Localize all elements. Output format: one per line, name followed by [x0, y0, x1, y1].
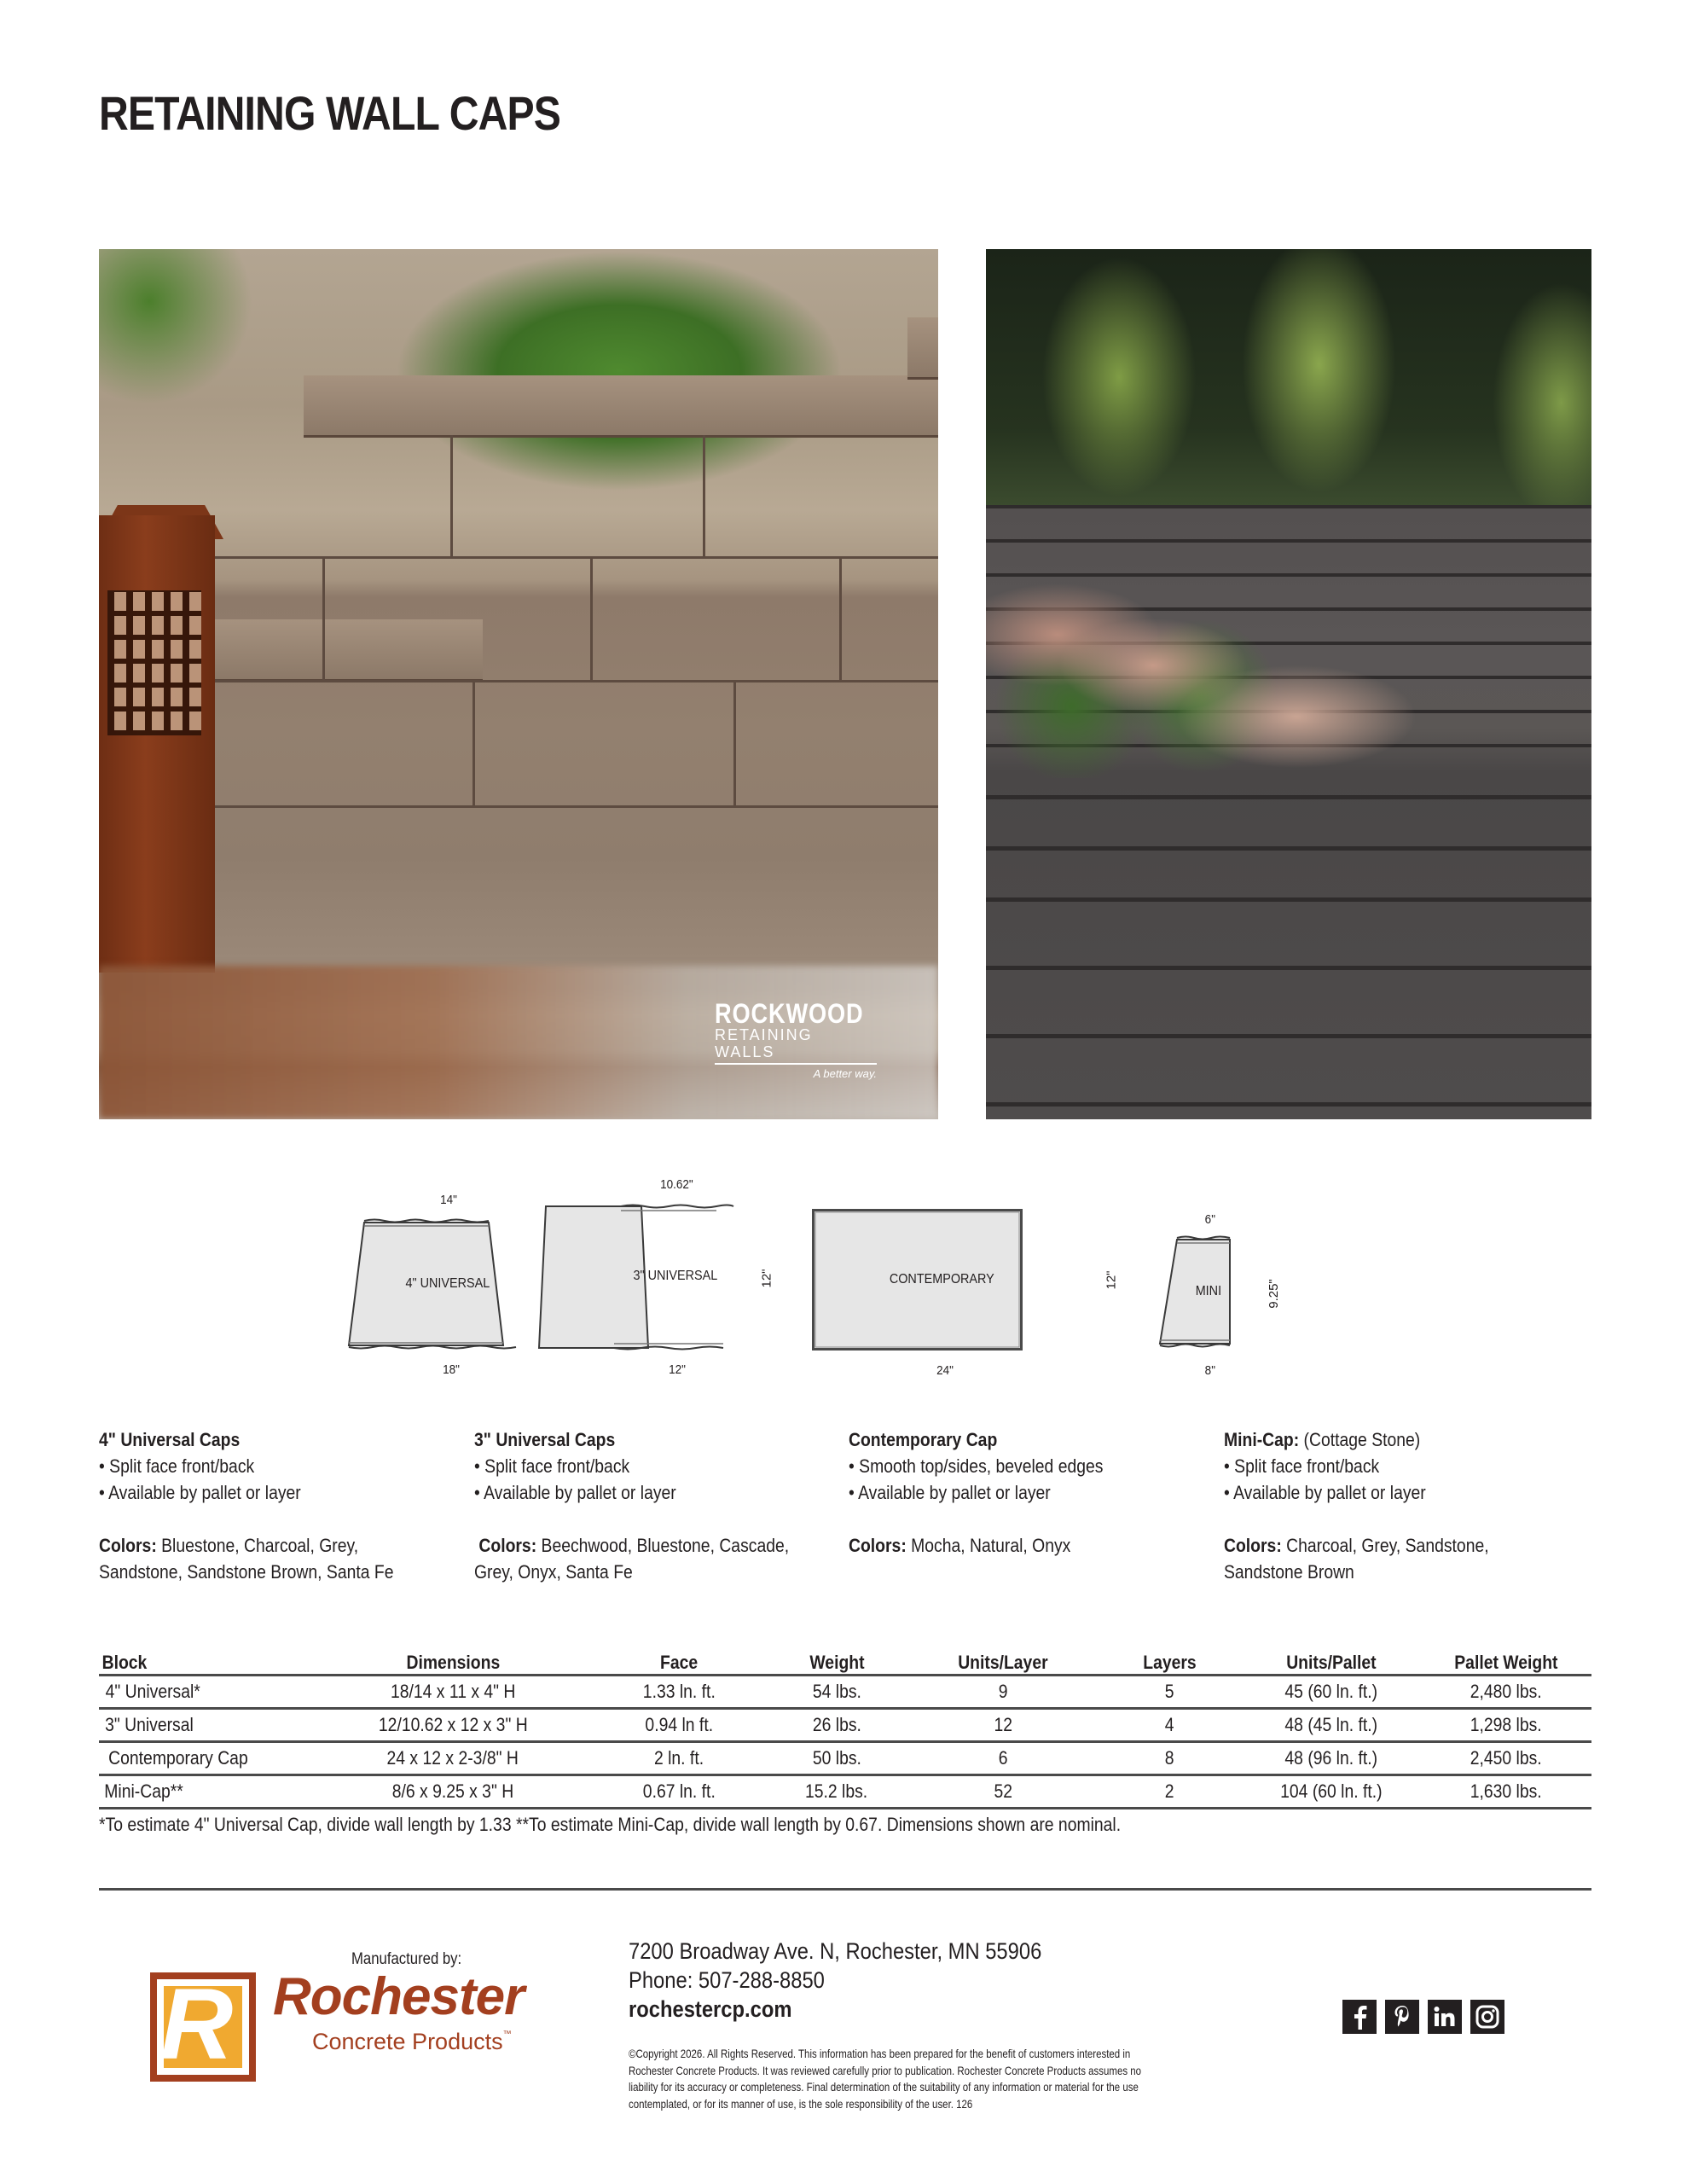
table-row	[99, 1676, 1591, 1709]
cell-units-pallet: 104 (60 ln. ft.)	[1242, 1775, 1421, 1809]
cell-block: 3" Universal	[99, 1709, 312, 1742]
cell-pallet-weight: 1,630 lbs.	[1421, 1775, 1591, 1809]
wall-course-line	[986, 795, 1591, 799]
dim-mini-bottom: 8"	[1204, 1363, 1215, 1378]
col-header-units-layer: Units/Layer	[909, 1641, 1097, 1676]
wall-cap-lower	[201, 619, 483, 682]
product-3in-universal	[474, 1426, 832, 1585]
colors-list-cont: Sandstone Brown	[1224, 1561, 1354, 1583]
manufactured-by-label: Manufactured by:	[351, 1950, 462, 1968]
rochester-concrete-logo	[150, 1969, 568, 2085]
table-row	[99, 1775, 1591, 1809]
colors-label: Colors:	[1224, 1535, 1282, 1556]
rockwood-logo	[715, 1000, 877, 1080]
colors-label: Colors:	[99, 1535, 157, 1556]
copyright-line: ©Copyright 2026. All Rights Reserved. This information has been prepared for the benefit of customers interested in	[629, 2047, 1131, 2060]
cell-layers: 4	[1097, 1709, 1242, 1742]
col-header-pallet-weight: Pallet Weight	[1421, 1641, 1591, 1676]
wall-joint	[590, 558, 593, 680]
cell-pallet-weight: 2,480 lbs.	[1421, 1676, 1591, 1709]
pinterest-icon[interactable]	[1385, 2000, 1419, 2034]
table-header-row	[99, 1641, 1591, 1676]
colors-label: Colors:	[849, 1535, 907, 1556]
copyright-line: Rochester Concrete Products. It was reviewed carefully prior to publication. Rochester Concrete Products assumes no	[629, 2063, 1142, 2077]
colors-list-cont: Sandstone, Sandstone Brown, Santa Fe	[99, 1561, 394, 1583]
col-header-layers: Layers	[1097, 1641, 1242, 1676]
cell-units-pallet: 48 (45 ln. ft.)	[1242, 1709, 1421, 1742]
colors-list: Beechwood, Bluestone, Cascade,	[536, 1535, 790, 1556]
wall-joint	[703, 435, 705, 556]
rusted-lantern	[99, 515, 215, 973]
boulders-and-plants	[986, 573, 1464, 778]
copyright-notice	[629, 2046, 1294, 2112]
cell-units-layer: 6	[909, 1742, 1097, 1775]
product-title: 3" Universal Caps	[474, 1429, 616, 1450]
website-link[interactable]: rochestercp.com	[629, 1996, 792, 2022]
wall-course-line	[210, 680, 938, 682]
cell-weight: 26 lbs.	[764, 1709, 909, 1742]
wall-course-line	[99, 556, 938, 559]
colors-list: Bluestone, Charcoal, Grey,	[156, 1535, 359, 1556]
rockwood-brand: ROCKWOOD	[715, 998, 864, 1030]
wall-course-line	[210, 805, 938, 808]
wall-course-line	[986, 897, 1591, 902]
product-4in-universal	[99, 1426, 457, 1585]
col-header-dimensions: Dimensions	[312, 1641, 594, 1676]
linkedin-icon[interactable]	[1428, 2000, 1462, 2034]
cell-face: 0.67 ln. ft.	[594, 1775, 764, 1809]
cell-layers: 5	[1097, 1676, 1242, 1709]
product-bullet: • Available by pallet or layer	[99, 1482, 301, 1503]
product-bullet: • Smooth top/sides, beveled edges	[849, 1455, 1104, 1477]
col-header-face: Face	[594, 1641, 764, 1676]
wall-joint	[322, 558, 325, 680]
cell-units-layer: 52	[909, 1775, 1097, 1809]
wall-joint	[472, 682, 475, 805]
wall-course-line	[986, 505, 1591, 508]
dim-3in-side: 12"	[759, 1269, 774, 1288]
cell-weight: 15.2 lbs.	[764, 1775, 909, 1809]
spec-table	[99, 1641, 1591, 1809]
product-title: 4" Universal Caps	[99, 1429, 241, 1450]
cell-face: 0.94 ln ft.	[594, 1709, 764, 1742]
rockwood-subtitle: RETAINING WALLS	[715, 1027, 877, 1065]
cell-block: Contemporary Cap	[99, 1742, 312, 1775]
cell-layers: 8	[1097, 1742, 1242, 1775]
dim-mini-top: 6"	[1204, 1212, 1215, 1227]
copyright-line: contemplated, or for its manner of use, is the sole responsibility of the user. 126	[629, 2096, 973, 2111]
col-header-units-pallet: Units/Pallet	[1242, 1641, 1421, 1676]
product-subtitle: (Cottage Stone)	[1299, 1429, 1421, 1450]
diagram-mini-label: MINI	[1195, 1284, 1222, 1298]
cell-layers: 2	[1097, 1775, 1242, 1809]
cell-dimensions: 24 x 12 x 2-3/8" H	[312, 1742, 594, 1775]
wall-course-line	[986, 539, 1591, 543]
product-contemporary-cap	[849, 1426, 1207, 1559]
colors-list-cont: Grey, Onyx, Santa Fe	[474, 1561, 633, 1583]
product-bullet: • Split face front/back	[99, 1455, 255, 1477]
table-row	[99, 1742, 1591, 1775]
cell-block: 4" Universal*	[99, 1676, 312, 1709]
logo-wordmark: Rochester	[273, 1967, 525, 2026]
cell-units-layer: 9	[909, 1676, 1097, 1709]
wall-joint	[450, 435, 453, 556]
wall-course-line	[986, 846, 1591, 851]
product-title: Contemporary Cap	[849, 1429, 998, 1450]
logo-subtitle	[312, 2030, 512, 2053]
logo-subtitle-text: Concrete Products	[312, 2029, 503, 2054]
cell-units-pallet: 48 (96 ln. ft.)	[1242, 1742, 1421, 1775]
cell-units-layer: 12	[909, 1709, 1097, 1742]
product-bullet: • Available by pallet or layer	[1224, 1482, 1426, 1503]
cell-pallet-weight: 2,450 lbs.	[1421, 1742, 1591, 1775]
col-header-weight: Weight	[764, 1641, 909, 1676]
logo-r-letter: R	[160, 1968, 234, 2081]
cell-dimensions: 8/6 x 9.25 x 3" H	[312, 1775, 594, 1809]
cell-block: Mini-Cap**	[99, 1775, 312, 1809]
logo-r-mark	[150, 1968, 256, 2082]
dim-3in-bottom: 12"	[669, 1362, 686, 1377]
lantern-grid	[107, 590, 201, 735]
page-title: RETAINING WALL CAPS	[99, 86, 561, 140]
wall-joint	[733, 682, 736, 805]
wall-cap-row	[304, 375, 938, 438]
dim-4in-bottom: 18"	[443, 1362, 460, 1377]
wall-cap-corner	[907, 317, 938, 380]
cell-units-pallet: 45 (60 ln. ft.)	[1242, 1676, 1421, 1709]
wall-course-line	[986, 1034, 1591, 1038]
table-footnote: *To estimate 4" Universal Cap, divide wall length by 1.33 **To estimate Mini-Cap, divide wall length by 0.67. Dimensions shown are nominal.	[99, 1814, 1122, 1835]
facebook-icon[interactable]	[1342, 2000, 1377, 2034]
social-links	[1342, 2000, 1504, 2034]
product-bullet: • Available by pallet or layer	[474, 1482, 676, 1503]
photo-tan-retaining-wall	[99, 249, 938, 1119]
table-row	[99, 1709, 1591, 1742]
product-colors	[99, 1532, 457, 1585]
product-bullet: • Split face front/back	[1224, 1455, 1380, 1477]
trademark-mark: ™	[502, 2030, 512, 2039]
cell-face: 2 ln. ft.	[594, 1742, 764, 1775]
colors-label: Colors:	[478, 1535, 537, 1556]
cell-dimensions: 18/14 x 11 x 4" H	[312, 1676, 594, 1709]
address: 7200 Broadway Ave. N, Rochester, MN 55906	[629, 1938, 1042, 1964]
contact-info	[629, 1937, 1098, 2024]
dim-mini-side: 9.25"	[1266, 1279, 1281, 1309]
wall-joint	[839, 558, 842, 680]
cell-weight: 54 lbs.	[764, 1676, 909, 1709]
diagram-4in-universal-label: 4" UNIVERSAL	[405, 1276, 490, 1291]
colors-list: Mocha, Natural, Onyx	[906, 1535, 1071, 1556]
dim-4in-top: 14"	[440, 1193, 457, 1207]
section-divider	[99, 1888, 1591, 1891]
diagram-contemporary-label: CONTEMPORARY	[889, 1272, 994, 1287]
product-colors	[849, 1532, 1207, 1559]
product-bullet: • Split face front/back	[474, 1455, 630, 1477]
phone: Phone: 507-288-8850	[629, 1967, 825, 1993]
cell-pallet-weight: 1,298 lbs.	[1421, 1709, 1591, 1742]
photo-charcoal-tiered-walls	[986, 249, 1591, 1119]
product-bullet: • Available by pallet or layer	[849, 1482, 1051, 1503]
copyright-line: liability for its accuracy or completeness. Final determination of the suitability of any information or material for the use	[629, 2080, 1139, 2094]
product-colors	[474, 1532, 832, 1585]
rockwood-tagline: A better way.	[813, 1067, 877, 1080]
product-title: Mini-Cap:	[1224, 1429, 1300, 1450]
instagram-icon[interactable]	[1470, 2000, 1504, 2034]
product-mini-cap	[1224, 1426, 1582, 1585]
tree-background	[986, 249, 1591, 505]
wall-course-line	[986, 1102, 1591, 1107]
cell-face: 1.33 ln. ft.	[594, 1676, 764, 1709]
diagram-3in-universal-label: 3" UNIVERSAL	[633, 1269, 718, 1283]
dim-3in-top: 10.62"	[660, 1177, 693, 1192]
colors-list: Charcoal, Grey, Sandstone,	[1281, 1535, 1489, 1556]
cell-dimensions: 12/10.62 x 12 x 3" H	[312, 1709, 594, 1742]
dim-contemporary-bottom: 24"	[936, 1363, 954, 1378]
product-colors	[1224, 1532, 1582, 1585]
cell-weight: 50 lbs.	[764, 1742, 909, 1775]
col-header-block: Block	[99, 1641, 312, 1676]
wall-course-line	[986, 966, 1591, 970]
dim-contemporary-side: 12"	[1104, 1270, 1119, 1290]
